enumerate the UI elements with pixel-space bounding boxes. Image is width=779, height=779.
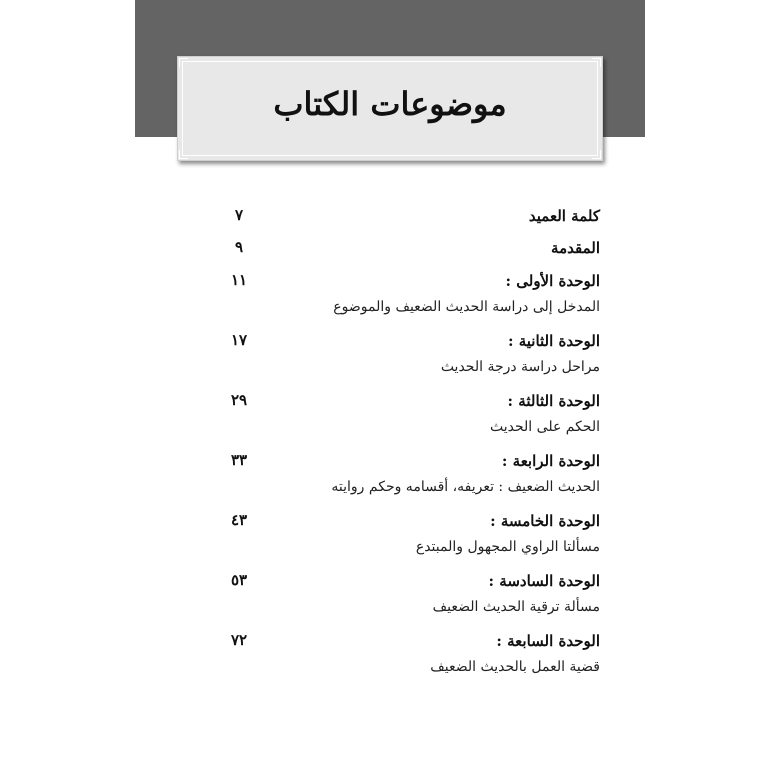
toc-entry-page-number: ٢٩ bbox=[230, 391, 248, 409]
toc-entry-heading: الوحدة الخامسة : bbox=[490, 512, 600, 530]
frame-corner-ornament bbox=[592, 58, 601, 67]
toc-entry[interactable] bbox=[135, 238, 645, 258]
frame-corner-ornament bbox=[179, 58, 188, 67]
toc-entry[interactable] bbox=[135, 571, 645, 617]
toc-entry-subtitle: مسألة ترقية الحديث الضعيف bbox=[432, 599, 600, 615]
toc-entry-heading: الوحدة الثانية : bbox=[507, 332, 600, 350]
toc-entry[interactable] bbox=[135, 511, 645, 557]
frame-corner-ornament bbox=[179, 150, 188, 159]
frame-corner-ornament bbox=[592, 150, 601, 159]
toc-entry-subtitle: مراحل دراسة درجة الحديث bbox=[440, 359, 600, 375]
toc-entry-page-number: ٤٣ bbox=[230, 511, 248, 529]
toc-entry[interactable] bbox=[135, 271, 645, 317]
toc-entry-subtitle: الحكم على الحديث bbox=[490, 419, 600, 435]
table-of-contents bbox=[135, 206, 645, 677]
toc-entry-page-number: ٩ bbox=[234, 238, 244, 256]
toc-entry-heading: المقدمة bbox=[551, 239, 600, 257]
toc-entry-page-number: ١٧ bbox=[230, 331, 248, 349]
toc-entry-heading: الوحدة الثالثة : bbox=[507, 392, 600, 410]
toc-entry-page-number: ٧٢ bbox=[230, 631, 248, 649]
toc-entry[interactable] bbox=[135, 206, 645, 226]
toc-entry[interactable] bbox=[135, 331, 645, 377]
toc-entry-subtitle: قضية العمل بالحديث الضعيف bbox=[430, 659, 600, 675]
toc-entry-page-number: ٧ bbox=[234, 206, 244, 224]
toc-entry-heading: الوحدة الرابعة : bbox=[501, 452, 600, 470]
toc-entry-page-number: ١١ bbox=[230, 271, 248, 289]
toc-entry-subtitle: الحديث الضعيف : تعريفه، أقسامه وحكم روايته bbox=[331, 479, 600, 495]
toc-entry[interactable] bbox=[135, 391, 645, 437]
toc-entry-subtitle: المدخل إلى دراسة الحديث الضعيف والموضوع bbox=[333, 299, 600, 315]
toc-entry-heading: الوحدة الأولى : bbox=[505, 272, 600, 290]
toc-entry-page-number: ٣٣ bbox=[230, 451, 248, 469]
toc-entry-heading: الوحدة السادسة : bbox=[488, 572, 600, 590]
toc-entry[interactable] bbox=[135, 631, 645, 677]
toc-entry-subtitle: مسألتا الراوي المجهول والمبتدع bbox=[415, 539, 600, 555]
toc-entry-page-number: ٥٣ bbox=[230, 571, 248, 589]
toc-entry-heading: الوحدة السابعة : bbox=[496, 632, 600, 650]
book-page bbox=[135, 0, 645, 779]
page-title: موضوعات الكتاب bbox=[273, 85, 507, 123]
toc-entry[interactable] bbox=[135, 451, 645, 497]
toc-entry-heading: كلمة العميد bbox=[528, 207, 600, 225]
title-frame bbox=[177, 56, 603, 161]
